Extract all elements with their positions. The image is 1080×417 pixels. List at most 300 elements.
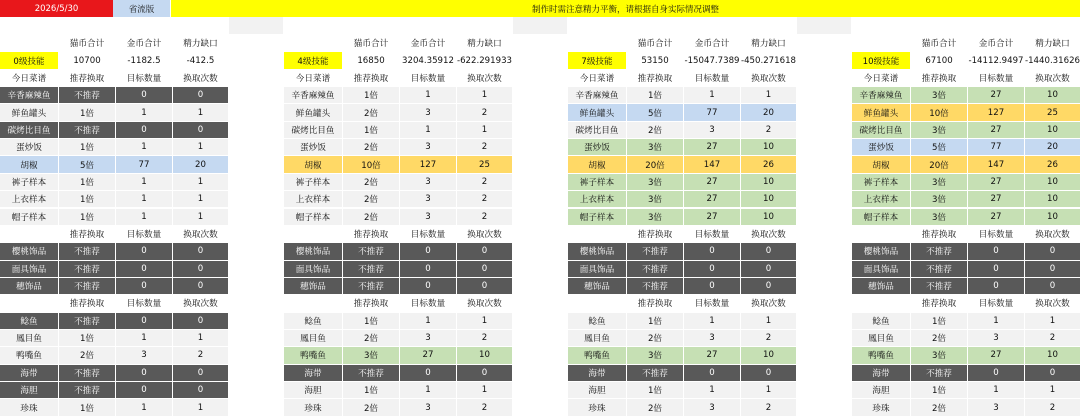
exchange-times-cell[interactable]: 10 xyxy=(741,139,797,156)
sub-header-cell[interactable]: 换取次数 xyxy=(457,226,513,243)
exchange-times-cell[interactable]: 0 xyxy=(741,261,797,278)
exchange-times-cell[interactable]: 10 xyxy=(1025,87,1080,104)
target-qty-cell[interactable]: 1 xyxy=(116,209,173,226)
section-title-cell[interactable] xyxy=(852,295,911,312)
item-name-cell[interactable]: 鳳目鱼 xyxy=(284,330,343,347)
version-cell[interactable]: 省流版 xyxy=(113,0,171,17)
item-name-cell[interactable]: 海带 xyxy=(284,365,343,382)
sub-header-cell[interactable]: 推荐换取 xyxy=(59,295,116,312)
item-name-cell[interactable]: 上衣样本 xyxy=(0,191,59,208)
ratio-cell[interactable]: 2倍 xyxy=(627,122,684,139)
exchange-times-cell[interactable]: 1 xyxy=(741,87,797,104)
ratio-cell[interactable]: 2倍 xyxy=(911,399,968,416)
ratio-cell[interactable]: 20倍 xyxy=(911,156,968,173)
item-name-cell[interactable]: 鲜鱼罐头 xyxy=(852,104,911,121)
item-name-cell[interactable]: 蛋炒饭 xyxy=(852,139,911,156)
item-name-cell[interactable]: 碳烤比目鱼 xyxy=(852,122,911,139)
exchange-times-cell[interactable]: 1 xyxy=(173,139,229,156)
exchange-times-cell[interactable]: 0 xyxy=(173,278,229,295)
sub-header-cell[interactable]: 换取次数 xyxy=(741,295,797,312)
exchange-times-cell[interactable]: 1 xyxy=(741,313,797,330)
item-name-cell[interactable]: 碳烤比目鱼 xyxy=(568,122,627,139)
ratio-cell[interactable]: 1倍 xyxy=(343,382,400,399)
total-value-cell[interactable]: -15047.7389 xyxy=(684,52,741,69)
sub-header-cell[interactable]: 目标数量 xyxy=(968,70,1025,87)
target-qty-cell[interactable]: 1 xyxy=(400,122,457,139)
exchange-times-cell[interactable]: 0 xyxy=(173,382,229,399)
target-qty-cell[interactable]: 27 xyxy=(968,174,1025,191)
ratio-cell[interactable]: 1倍 xyxy=(343,122,400,139)
item-name-cell[interactable]: 鲶鱼 xyxy=(0,313,59,330)
target-qty-cell[interactable]: 3 xyxy=(400,174,457,191)
target-qty-cell[interactable]: 27 xyxy=(400,347,457,364)
item-name-cell[interactable]: 海胆 xyxy=(284,382,343,399)
target-qty-cell[interactable]: 0 xyxy=(116,365,173,382)
header-label-cell[interactable]: 金币合计 xyxy=(116,35,173,52)
target-qty-cell[interactable]: 0 xyxy=(968,278,1025,295)
ratio-cell[interactable]: 1倍 xyxy=(59,330,116,347)
item-name-cell[interactable]: 胡椒 xyxy=(568,156,627,173)
sub-header-cell[interactable]: 换取次数 xyxy=(173,70,229,87)
section-title-cell[interactable] xyxy=(284,226,343,243)
item-name-cell[interactable]: 面具饰品 xyxy=(284,261,343,278)
target-qty-cell[interactable]: 147 xyxy=(968,156,1025,173)
item-name-cell[interactable]: 碳烤比目鱼 xyxy=(0,122,59,139)
item-name-cell[interactable]: 鲜鱼罐头 xyxy=(568,104,627,121)
date-cell[interactable]: 2026/5/30 xyxy=(0,0,113,17)
target-qty-cell[interactable]: 27 xyxy=(968,122,1025,139)
exchange-times-cell[interactable]: 0 xyxy=(457,278,513,295)
exchange-times-cell[interactable]: 2 xyxy=(457,174,513,191)
skill-level-cell[interactable]: 10级技能 xyxy=(852,52,911,69)
exchange-times-cell[interactable]: 2 xyxy=(457,399,513,416)
ratio-cell[interactable]: 不推荐 xyxy=(911,365,968,382)
target-qty-cell[interactable]: 1 xyxy=(968,313,1025,330)
ratio-cell[interactable]: 2倍 xyxy=(627,330,684,347)
sub-header-cell[interactable]: 推荐换取 xyxy=(911,70,968,87)
ratio-cell[interactable]: 1倍 xyxy=(343,313,400,330)
exchange-times-cell[interactable]: 0 xyxy=(457,261,513,278)
total-value-cell[interactable]: 67100 xyxy=(911,52,968,69)
target-qty-cell[interactable]: 3 xyxy=(400,209,457,226)
header-label-cell[interactable]: 金币合计 xyxy=(400,35,457,52)
ratio-cell[interactable]: 不推荐 xyxy=(627,261,684,278)
exchange-times-cell[interactable]: 2 xyxy=(741,330,797,347)
section-title-cell[interactable]: 今日菜谱 xyxy=(284,70,343,87)
sub-header-cell[interactable]: 目标数量 xyxy=(116,295,173,312)
exchange-times-cell[interactable]: 0 xyxy=(741,278,797,295)
sub-header-cell[interactable]: 推荐换取 xyxy=(59,70,116,87)
ratio-cell[interactable]: 1倍 xyxy=(911,382,968,399)
item-name-cell[interactable]: 穗饰品 xyxy=(284,278,343,295)
sub-header-cell[interactable]: 推荐换取 xyxy=(627,226,684,243)
item-name-cell[interactable]: 鳳目鱼 xyxy=(0,330,59,347)
header-label-cell[interactable]: 猫币合计 xyxy=(627,35,684,52)
item-name-cell[interactable]: 裤子样本 xyxy=(852,174,911,191)
ratio-cell[interactable]: 3倍 xyxy=(627,174,684,191)
ratio-cell[interactable]: 不推荐 xyxy=(59,87,116,104)
item-name-cell[interactable]: 裤子样本 xyxy=(284,174,343,191)
item-name-cell[interactable]: 上衣样本 xyxy=(568,191,627,208)
item-name-cell[interactable]: 鸭嘴鱼 xyxy=(568,347,627,364)
skill-level-cell[interactable]: 0级技能 xyxy=(0,52,59,69)
ratio-cell[interactable]: 1倍 xyxy=(59,174,116,191)
ratio-cell[interactable]: 3倍 xyxy=(911,87,968,104)
ratio-cell[interactable]: 不推荐 xyxy=(59,313,116,330)
item-name-cell[interactable]: 面具饰品 xyxy=(852,261,911,278)
item-name-cell[interactable]: 辛香麻辣鱼 xyxy=(284,87,343,104)
target-qty-cell[interactable]: 27 xyxy=(684,191,741,208)
target-qty-cell[interactable]: 0 xyxy=(116,122,173,139)
target-qty-cell[interactable]: 0 xyxy=(968,243,1025,260)
spacer-cell[interactable] xyxy=(513,17,568,34)
sub-header-cell[interactable]: 目标数量 xyxy=(684,295,741,312)
sub-header-cell[interactable]: 推荐换取 xyxy=(627,295,684,312)
sub-header-cell[interactable]: 换取次数 xyxy=(1025,70,1080,87)
sub-header-cell[interactable]: 目标数量 xyxy=(968,226,1025,243)
ratio-cell[interactable]: 不推荐 xyxy=(911,261,968,278)
ratio-cell[interactable]: 不推荐 xyxy=(59,382,116,399)
target-qty-cell[interactable]: 3 xyxy=(968,399,1025,416)
target-qty-cell[interactable]: 1 xyxy=(116,104,173,121)
ratio-cell[interactable]: 3倍 xyxy=(343,347,400,364)
item-name-cell[interactable]: 鸭嘴鱼 xyxy=(852,347,911,364)
item-name-cell[interactable]: 海带 xyxy=(568,365,627,382)
ratio-cell[interactable]: 不推荐 xyxy=(627,243,684,260)
sub-header-cell[interactable]: 换取次数 xyxy=(1025,226,1080,243)
exchange-times-cell[interactable]: 26 xyxy=(741,156,797,173)
exchange-times-cell[interactable]: 0 xyxy=(173,261,229,278)
target-qty-cell[interactable]: 3 xyxy=(968,330,1025,347)
header-label-cell[interactable]: 精力缺口 xyxy=(173,35,229,52)
exchange-times-cell[interactable]: 0 xyxy=(1025,365,1080,382)
target-qty-cell[interactable]: 3 xyxy=(400,399,457,416)
item-name-cell[interactable]: 裤子样本 xyxy=(0,174,59,191)
ratio-cell[interactable]: 3倍 xyxy=(627,347,684,364)
exchange-times-cell[interactable]: 1 xyxy=(457,382,513,399)
item-name-cell[interactable]: 碳烤比目鱼 xyxy=(284,122,343,139)
item-name-cell[interactable]: 鲶鱼 xyxy=(852,313,911,330)
item-name-cell[interactable]: 鳳目鱼 xyxy=(852,330,911,347)
target-qty-cell[interactable]: 77 xyxy=(968,139,1025,156)
ratio-cell[interactable]: 2倍 xyxy=(343,174,400,191)
exchange-times-cell[interactable]: 0 xyxy=(173,365,229,382)
item-name-cell[interactable]: 蛋炒饭 xyxy=(0,139,59,156)
ratio-cell[interactable]: 1倍 xyxy=(59,139,116,156)
sub-header-cell[interactable]: 目标数量 xyxy=(684,226,741,243)
exchange-times-cell[interactable]: 10 xyxy=(741,174,797,191)
ratio-cell[interactable]: 2倍 xyxy=(343,191,400,208)
ratio-cell[interactable]: 3倍 xyxy=(627,209,684,226)
exchange-times-cell[interactable]: 1 xyxy=(173,209,229,226)
target-qty-cell[interactable]: 27 xyxy=(684,209,741,226)
target-qty-cell[interactable]: 27 xyxy=(968,87,1025,104)
sub-header-cell[interactable]: 推荐换取 xyxy=(911,226,968,243)
exchange-times-cell[interactable]: 0 xyxy=(741,365,797,382)
ratio-cell[interactable]: 2倍 xyxy=(343,209,400,226)
item-name-cell[interactable]: 鲶鱼 xyxy=(568,313,627,330)
target-qty-cell[interactable]: 27 xyxy=(684,139,741,156)
target-qty-cell[interactable]: 27 xyxy=(684,174,741,191)
ratio-cell[interactable]: 2倍 xyxy=(627,399,684,416)
item-name-cell[interactable]: 海胆 xyxy=(852,382,911,399)
sub-header-cell[interactable]: 换取次数 xyxy=(741,70,797,87)
ratio-cell[interactable]: 3倍 xyxy=(627,139,684,156)
target-qty-cell[interactable]: 1 xyxy=(684,87,741,104)
target-qty-cell[interactable]: 127 xyxy=(968,104,1025,121)
exchange-times-cell[interactable]: 10 xyxy=(741,209,797,226)
exchange-times-cell[interactable]: 0 xyxy=(173,87,229,104)
sub-header-cell[interactable]: 目标数量 xyxy=(968,295,1025,312)
target-qty-cell[interactable]: 27 xyxy=(968,191,1025,208)
total-value-cell[interactable]: 10700 xyxy=(59,52,116,69)
target-qty-cell[interactable]: 3 xyxy=(684,122,741,139)
target-qty-cell[interactable]: 1 xyxy=(684,313,741,330)
target-qty-cell[interactable]: 0 xyxy=(116,87,173,104)
ratio-cell[interactable]: 3倍 xyxy=(911,174,968,191)
exchange-times-cell[interactable]: 1 xyxy=(1025,382,1080,399)
exchange-times-cell[interactable]: 20 xyxy=(173,156,229,173)
ratio-cell[interactable]: 不推荐 xyxy=(59,365,116,382)
total-value-cell[interactable]: 53150 xyxy=(627,52,684,69)
item-name-cell[interactable]: 穗饰品 xyxy=(852,278,911,295)
target-qty-cell[interactable]: 1 xyxy=(968,382,1025,399)
total-value-cell[interactable]: -1440.31626 xyxy=(1025,52,1080,69)
item-name-cell[interactable]: 蛋炒饭 xyxy=(284,139,343,156)
sub-header-cell[interactable]: 目标数量 xyxy=(684,70,741,87)
total-value-cell[interactable]: 16850 xyxy=(343,52,400,69)
section-title-cell[interactable]: 今日菜谱 xyxy=(0,70,59,87)
item-name-cell[interactable]: 海胆 xyxy=(568,382,627,399)
item-name-cell[interactable]: 上衣样本 xyxy=(284,191,343,208)
ratio-cell[interactable]: 2倍 xyxy=(343,139,400,156)
skill-level-cell[interactable]: 7级技能 xyxy=(568,52,627,69)
ratio-cell[interactable]: 不推荐 xyxy=(911,278,968,295)
ratio-cell[interactable]: 3倍 xyxy=(911,209,968,226)
ratio-cell[interactable]: 2倍 xyxy=(343,104,400,121)
section-title-cell[interactable] xyxy=(852,226,911,243)
exchange-times-cell[interactable]: 0 xyxy=(173,243,229,260)
exchange-times-cell[interactable]: 2 xyxy=(457,191,513,208)
sub-header-cell[interactable]: 目标数量 xyxy=(400,226,457,243)
sub-header-cell[interactable]: 目标数量 xyxy=(116,70,173,87)
header-label-cell[interactable]: 猫币合计 xyxy=(343,35,400,52)
item-name-cell[interactable]: 鸭嘴鱼 xyxy=(284,347,343,364)
sub-header-cell[interactable]: 换取次数 xyxy=(1025,295,1080,312)
exchange-times-cell[interactable]: 0 xyxy=(457,365,513,382)
exchange-times-cell[interactable]: 0 xyxy=(1025,261,1080,278)
exchange-times-cell[interactable]: 1 xyxy=(1025,313,1080,330)
item-name-cell[interactable]: 面具饰品 xyxy=(568,261,627,278)
item-name-cell[interactable]: 珍珠 xyxy=(852,399,911,416)
target-qty-cell[interactable]: 0 xyxy=(116,243,173,260)
item-name-cell[interactable]: 帽子样本 xyxy=(852,209,911,226)
exchange-times-cell[interactable]: 25 xyxy=(1025,104,1080,121)
exchange-times-cell[interactable]: 1 xyxy=(457,87,513,104)
exchange-times-cell[interactable]: 1 xyxy=(173,330,229,347)
ratio-cell[interactable]: 1倍 xyxy=(627,87,684,104)
exchange-times-cell[interactable]: 0 xyxy=(1025,278,1080,295)
section-title-cell[interactable]: 今日菜谱 xyxy=(852,70,911,87)
item-name-cell[interactable]: 帽子样本 xyxy=(0,209,59,226)
header-blank-cell[interactable] xyxy=(284,35,343,52)
header-blank-cell[interactable] xyxy=(852,35,911,52)
exchange-times-cell[interactable]: 10 xyxy=(1025,209,1080,226)
target-qty-cell[interactable]: 1 xyxy=(400,313,457,330)
section-title-cell[interactable] xyxy=(568,295,627,312)
ratio-cell[interactable]: 不推荐 xyxy=(343,365,400,382)
sub-header-cell[interactable]: 目标数量 xyxy=(400,295,457,312)
sub-header-cell[interactable]: 换取次数 xyxy=(457,295,513,312)
total-value-cell[interactable]: 3204.35912 xyxy=(400,52,457,69)
exchange-times-cell[interactable]: 0 xyxy=(173,122,229,139)
item-name-cell[interactable]: 珍珠 xyxy=(568,399,627,416)
target-qty-cell[interactable]: 3 xyxy=(400,104,457,121)
target-qty-cell[interactable]: 127 xyxy=(400,156,457,173)
target-qty-cell[interactable]: 0 xyxy=(684,243,741,260)
total-value-cell[interactable]: -1182.5 xyxy=(116,52,173,69)
item-name-cell[interactable]: 穗饰品 xyxy=(568,278,627,295)
item-name-cell[interactable]: 辛香麻辣鱼 xyxy=(568,87,627,104)
exchange-times-cell[interactable]: 10 xyxy=(1025,347,1080,364)
target-qty-cell[interactable]: 1 xyxy=(116,139,173,156)
target-qty-cell[interactable]: 1 xyxy=(684,382,741,399)
header-label-cell[interactable]: 猫币合计 xyxy=(911,35,968,52)
ratio-cell[interactable]: 1倍 xyxy=(627,313,684,330)
ratio-cell[interactable]: 20倍 xyxy=(627,156,684,173)
target-qty-cell[interactable]: 0 xyxy=(968,261,1025,278)
exchange-times-cell[interactable]: 2 xyxy=(457,139,513,156)
exchange-times-cell[interactable]: 10 xyxy=(1025,191,1080,208)
spacer-cell[interactable] xyxy=(229,17,284,34)
exchange-times-cell[interactable]: 2 xyxy=(173,347,229,364)
exchange-times-cell[interactable]: 1 xyxy=(741,382,797,399)
header-label-cell[interactable]: 精力缺口 xyxy=(457,35,513,52)
item-name-cell[interactable]: 鲜鱼罐头 xyxy=(284,104,343,121)
ratio-cell[interactable]: 不推荐 xyxy=(59,278,116,295)
header-label-cell[interactable]: 金币合计 xyxy=(684,35,741,52)
item-name-cell[interactable]: 樱桃饰品 xyxy=(568,243,627,260)
ratio-cell[interactable]: 2倍 xyxy=(343,330,400,347)
exchange-times-cell[interactable]: 2 xyxy=(457,209,513,226)
ratio-cell[interactable]: 3倍 xyxy=(911,191,968,208)
spacer-cell[interactable] xyxy=(797,17,852,34)
target-qty-cell[interactable]: 0 xyxy=(116,278,173,295)
total-value-cell[interactable]: -412.5 xyxy=(173,52,229,69)
target-qty-cell[interactable]: 1 xyxy=(116,191,173,208)
header-label-cell[interactable]: 猫币合计 xyxy=(59,35,116,52)
item-name-cell[interactable]: 帽子样本 xyxy=(284,209,343,226)
exchange-times-cell[interactable]: 1 xyxy=(173,399,229,416)
exchange-times-cell[interactable]: 0 xyxy=(1025,243,1080,260)
item-name-cell[interactable]: 鳳目鱼 xyxy=(568,330,627,347)
item-name-cell[interactable]: 鲶鱼 xyxy=(284,313,343,330)
ratio-cell[interactable]: 不推荐 xyxy=(627,278,684,295)
item-name-cell[interactable]: 辛香麻辣鱼 xyxy=(0,87,59,104)
header-label-cell[interactable]: 金币合计 xyxy=(968,35,1025,52)
target-qty-cell[interactable]: 77 xyxy=(684,104,741,121)
sub-header-cell[interactable]: 目标数量 xyxy=(116,226,173,243)
ratio-cell[interactable]: 不推荐 xyxy=(59,243,116,260)
sub-header-cell[interactable]: 换取次数 xyxy=(457,70,513,87)
exchange-times-cell[interactable]: 0 xyxy=(457,243,513,260)
total-value-cell[interactable]: -450.271618 xyxy=(741,52,797,69)
target-qty-cell[interactable]: 0 xyxy=(400,278,457,295)
sub-header-cell[interactable]: 推荐换取 xyxy=(627,70,684,87)
target-qty-cell[interactable]: 1 xyxy=(116,399,173,416)
item-name-cell[interactable]: 辛香麻辣鱼 xyxy=(852,87,911,104)
exchange-times-cell[interactable]: 2 xyxy=(1025,330,1080,347)
target-qty-cell[interactable]: 1 xyxy=(116,174,173,191)
item-name-cell[interactable]: 鸭嘴鱼 xyxy=(0,347,59,364)
exchange-times-cell[interactable]: 1 xyxy=(173,191,229,208)
sub-header-cell[interactable]: 推荐换取 xyxy=(343,70,400,87)
item-name-cell[interactable]: 蛋炒饭 xyxy=(568,139,627,156)
item-name-cell[interactable]: 面具饰品 xyxy=(0,261,59,278)
target-qty-cell[interactable]: 27 xyxy=(968,209,1025,226)
ratio-cell[interactable]: 不推荐 xyxy=(627,365,684,382)
target-qty-cell[interactable]: 3 xyxy=(684,330,741,347)
ratio-cell[interactable]: 2倍 xyxy=(911,330,968,347)
target-qty-cell[interactable]: 147 xyxy=(684,156,741,173)
exchange-times-cell[interactable]: 10 xyxy=(457,347,513,364)
exchange-times-cell[interactable]: 25 xyxy=(457,156,513,173)
item-name-cell[interactable]: 裤子样本 xyxy=(568,174,627,191)
item-name-cell[interactable]: 胡椒 xyxy=(852,156,911,173)
item-name-cell[interactable]: 海胆 xyxy=(0,382,59,399)
ratio-cell[interactable]: 不推荐 xyxy=(343,243,400,260)
ratio-cell[interactable]: 1倍 xyxy=(59,209,116,226)
target-qty-cell[interactable]: 1 xyxy=(400,382,457,399)
item-name-cell[interactable]: 穗饰品 xyxy=(0,278,59,295)
target-qty-cell[interactable]: 3 xyxy=(400,330,457,347)
note-cell[interactable]: 制作时需注意精力平衡，请根据自身实际情况调整 xyxy=(171,0,1080,17)
exchange-times-cell[interactable]: 0 xyxy=(173,313,229,330)
ratio-cell[interactable]: 3倍 xyxy=(911,122,968,139)
sub-header-cell[interactable]: 推荐换取 xyxy=(59,226,116,243)
target-qty-cell[interactable]: 0 xyxy=(968,365,1025,382)
target-qty-cell[interactable]: 0 xyxy=(400,243,457,260)
target-qty-cell[interactable]: 1 xyxy=(116,330,173,347)
ratio-cell[interactable]: 不推荐 xyxy=(343,278,400,295)
exchange-times-cell[interactable]: 10 xyxy=(741,191,797,208)
target-qty-cell[interactable]: 3 xyxy=(400,139,457,156)
ratio-cell[interactable]: 1倍 xyxy=(59,399,116,416)
target-qty-cell[interactable]: 0 xyxy=(400,261,457,278)
ratio-cell[interactable]: 1倍 xyxy=(59,104,116,121)
ratio-cell[interactable]: 3倍 xyxy=(911,347,968,364)
ratio-cell[interactable]: 5倍 xyxy=(59,156,116,173)
exchange-times-cell[interactable]: 20 xyxy=(1025,139,1080,156)
exchange-times-cell[interactable]: 2 xyxy=(457,330,513,347)
item-name-cell[interactable]: 珍珠 xyxy=(284,399,343,416)
exchange-times-cell[interactable]: 2 xyxy=(741,399,797,416)
ratio-cell[interactable]: 不推荐 xyxy=(343,261,400,278)
target-qty-cell[interactable]: 0 xyxy=(116,261,173,278)
section-title-cell[interactable] xyxy=(568,226,627,243)
exchange-times-cell[interactable]: 1 xyxy=(457,313,513,330)
ratio-cell[interactable]: 2倍 xyxy=(343,399,400,416)
ratio-cell[interactable]: 2倍 xyxy=(59,347,116,364)
header-label-cell[interactable]: 精力缺口 xyxy=(1025,35,1080,52)
item-name-cell[interactable]: 胡椒 xyxy=(284,156,343,173)
header-blank-cell[interactable] xyxy=(568,35,627,52)
ratio-cell[interactable]: 5倍 xyxy=(627,104,684,121)
section-title-cell[interactable] xyxy=(284,295,343,312)
target-qty-cell[interactable]: 0 xyxy=(684,261,741,278)
sub-header-cell[interactable]: 推荐换取 xyxy=(343,226,400,243)
total-value-cell[interactable]: -14112.9497 xyxy=(968,52,1025,69)
